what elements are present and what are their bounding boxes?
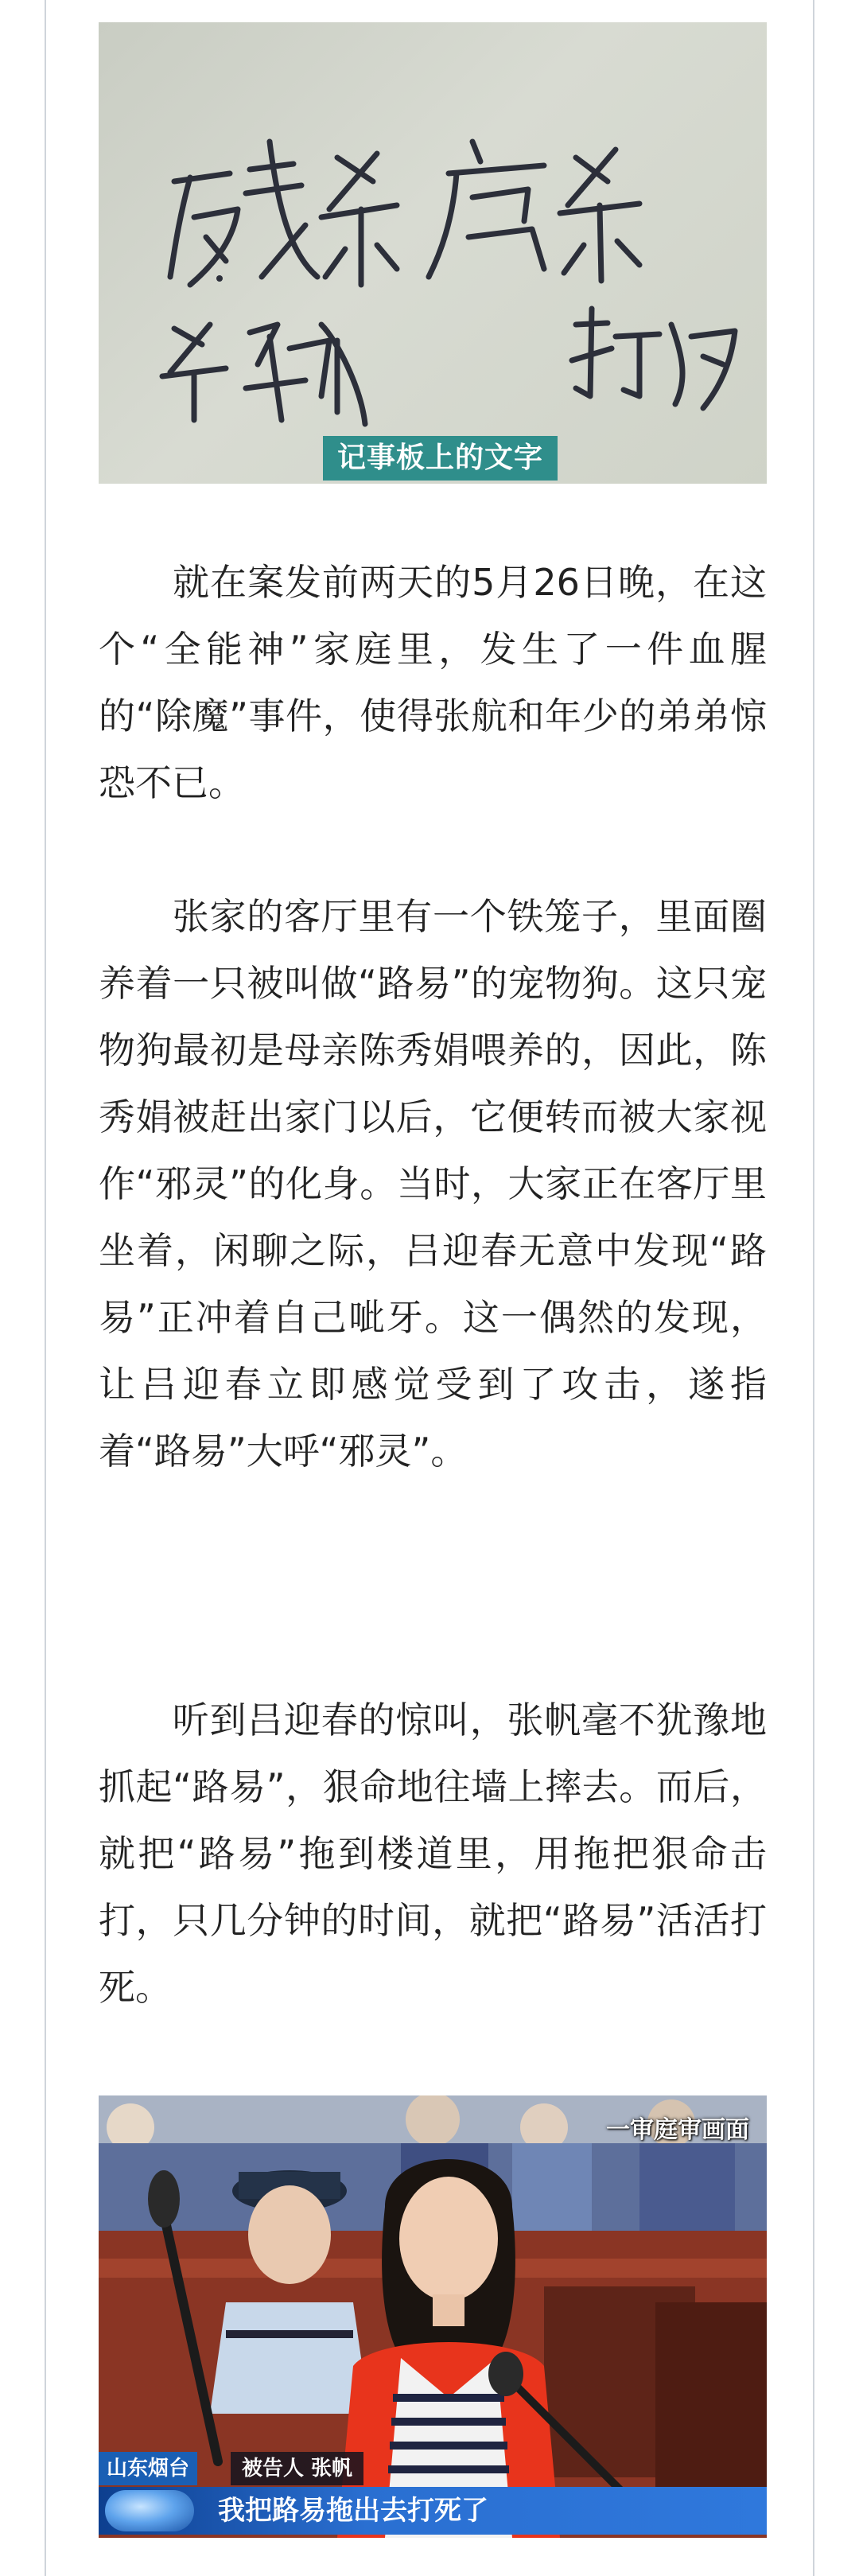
paragraph-2-text: 张家的客厅里有一个铁笼子，里面圈养着一只被叫做“路易”的宠物狗。这只宠物狗最初是母亲陈秀娟喂养的，因此，陈秀娟被赶出家门以后，它便转而被大家视作“邪灵”的化身。当时，大家正在客厅里坐着，闲聊之际，吕迎春无意中发现“路易”正冲着自己呲牙。这一偶然的发现，让吕迎春立即感觉受到了攻击，遂指着“路易”大呼“邪灵”。: [99, 895, 767, 1473]
whiteboard-photo: [99, 22, 767, 484]
location-label: 山东烟台: [99, 2452, 197, 2485]
defendant-label: 被告人 张帆: [231, 2452, 363, 2485]
paragraph-1-text: 就在案发前两天的5月26日晚，在这个“全能神”家庭里，发生了一件血腥的“除魔”事件，使得张航和年少的弟弟惊恐不已。: [99, 561, 767, 804]
paragraph-1: [99, 549, 767, 816]
right-border-line: [813, 0, 814, 2576]
left-border-line: [45, 0, 46, 2576]
paragraph-2: [99, 883, 767, 1485]
globe-logo-icon: [105, 2490, 194, 2531]
news-lower-third: [99, 2452, 767, 2538]
courtroom-photo: [99, 2095, 767, 2538]
photo-caption: 记事板上的文字: [323, 436, 558, 481]
paragraph-3-text: 听到吕迎春的惊叫，张帆毫不犹豫地抓起“路易”，狠命地往墙上摔去。而后，就把“路易”拖到楼道里，用拖把狠命击打，只几分钟的时间，就把“路易”活活打死。: [99, 1699, 767, 2009]
quote-text: 我把路易拖出去打死了: [218, 2495, 488, 2527]
paragraph-3: [99, 1687, 767, 2021]
broadcast-tag: 一审庭审画面: [606, 2116, 749, 2144]
handwriting-drawing: [99, 22, 767, 484]
quote-band: [99, 2487, 767, 2535]
